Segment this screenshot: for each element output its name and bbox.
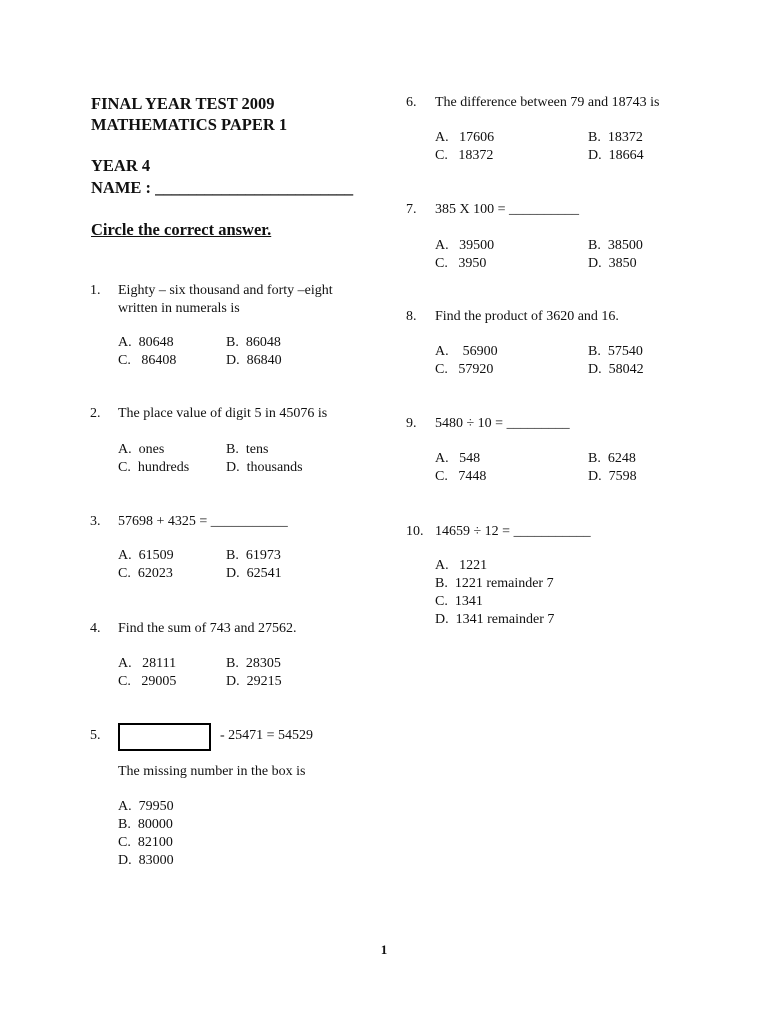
question-text: 5480 ÷ 10 = _________: [435, 416, 570, 431]
option-a: A. 79950: [118, 799, 174, 814]
option-a: A. 1221: [435, 558, 488, 573]
question-number: 7.: [406, 202, 417, 217]
option-d: D. 83000: [118, 853, 174, 868]
option-b: B. 80000: [118, 817, 173, 832]
question-number: 3.: [90, 514, 101, 529]
question-number: 1.: [90, 283, 101, 298]
test-title: FINAL YEAR TEST 2009: [91, 94, 275, 113]
option-d: D. 58042: [588, 362, 644, 377]
question-text: The missing number in the box is: [118, 764, 306, 779]
question-text: 14659 ÷ 12 = ___________: [435, 524, 591, 539]
year-label: YEAR 4: [91, 156, 151, 175]
question-text: Find the sum of 743 and 27562.: [118, 621, 297, 636]
question-text: 57698 + 4325 = ___________: [118, 514, 288, 529]
option-b: B. 6248: [588, 451, 636, 466]
option-c: C. 62023: [118, 566, 173, 581]
option-a: A. 39500: [435, 238, 495, 253]
option-c: C. 82100: [118, 835, 173, 850]
option-a: A. 80648: [118, 335, 174, 350]
option-c: C. hundreds: [118, 460, 190, 475]
question-number: 5.: [90, 728, 101, 743]
option-b: B. 18372: [588, 130, 643, 145]
page-number: 1: [380, 942, 388, 957]
option-a: A. 61509: [118, 548, 174, 563]
option-b: B. 1221 remainder 7: [435, 576, 554, 591]
option-a: A. ones: [118, 442, 165, 457]
option-b: B. 57540: [588, 344, 643, 359]
question-number: 2.: [90, 406, 101, 421]
option-a: A. 56900: [435, 344, 498, 359]
option-b: B. 38500: [588, 238, 643, 253]
option-d: D. 3850: [588, 256, 637, 271]
option-d: D. 7598: [588, 469, 637, 484]
option-d: D. 62541: [226, 566, 282, 581]
question-number: 10.: [406, 524, 424, 539]
question-number: 8.: [406, 309, 417, 324]
question-text: The difference between 79 and 18743 is: [435, 95, 660, 110]
question-text: 385 X 100 = __________: [435, 202, 580, 217]
option-d: D. 29215: [226, 674, 282, 689]
option-d: D. 1341 remainder 7: [435, 612, 555, 627]
option-c: C. 3950: [435, 256, 487, 271]
option-d: D. 18664: [588, 148, 644, 163]
question-text: The place value of digit 5 in 45076 is: [118, 406, 328, 421]
option-c: C. 1341: [435, 594, 483, 609]
option-c: C. 7448: [435, 469, 487, 484]
option-a: A. 548: [435, 451, 481, 466]
question-number: 6.: [406, 95, 417, 110]
question-number: 4.: [90, 621, 101, 636]
question-text: - 25471 = 54529: [220, 728, 314, 743]
option-c: C. 18372: [435, 148, 494, 163]
option-d: D. thousands: [226, 460, 303, 475]
option-d: D. 86840: [226, 353, 282, 368]
question-number: 9.: [406, 416, 417, 431]
option-b: B. tens: [226, 442, 269, 457]
question-text: Find the product of 3620 and 16.: [435, 309, 619, 324]
option-b: B. 61973: [226, 548, 281, 563]
option-c: C. 29005: [118, 674, 177, 689]
question-text: written in numerals is: [118, 301, 240, 316]
option-b: B. 28305: [226, 656, 281, 671]
instruction: Circle the correct answer.: [91, 220, 272, 239]
answer-box: [118, 723, 211, 751]
option-b: B. 86048: [226, 335, 281, 350]
option-c: C. 86408: [118, 353, 177, 368]
option-c: C. 57920: [435, 362, 494, 377]
question-text: Eighty – six thousand and forty –eight: [118, 283, 333, 298]
option-a: A. 28111: [118, 656, 177, 671]
option-a: A. 17606: [435, 130, 495, 145]
name-field: NAME : ________________________: [91, 178, 354, 197]
paper-title: MATHEMATICS PAPER 1: [91, 115, 288, 134]
